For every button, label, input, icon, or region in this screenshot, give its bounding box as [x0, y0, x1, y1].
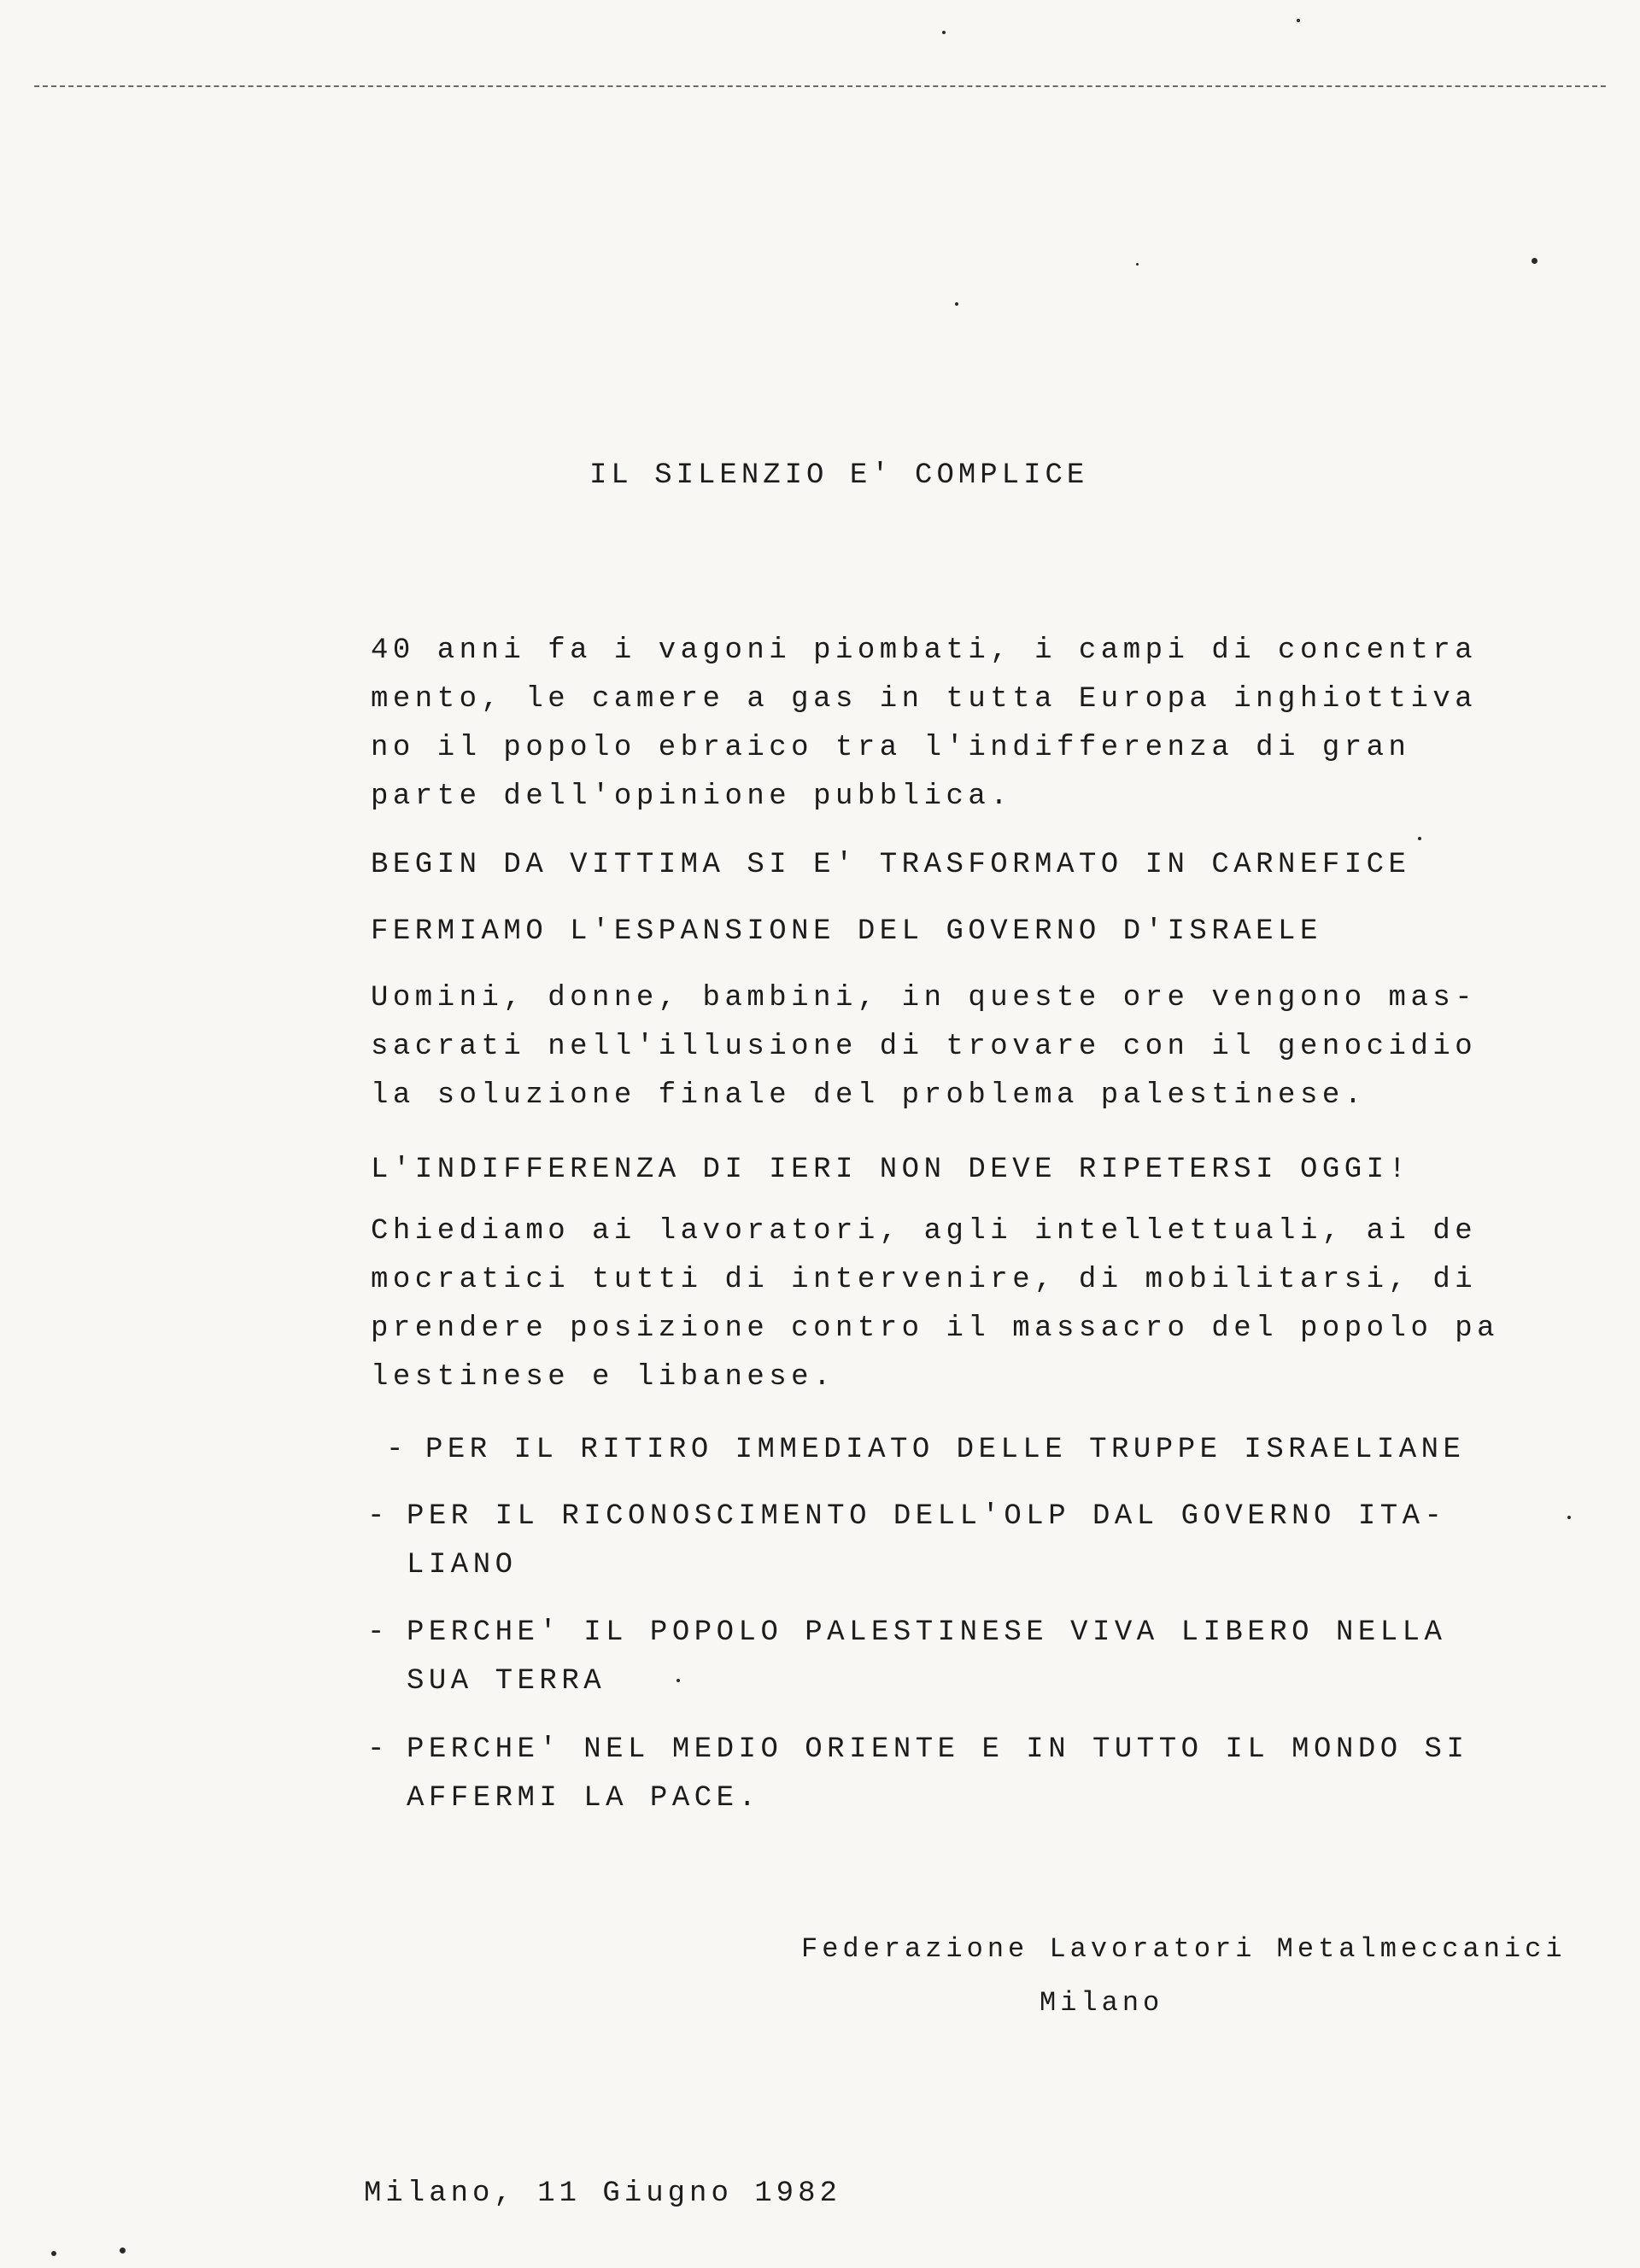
line-indifferenza [371, 1146, 1410, 1195]
bullet-text [407, 1726, 1468, 1823]
paper-speck [120, 2248, 126, 2253]
text-line: FERMIAMO L'ESPANSIONE DEL GOVERNO D'ISRAELE [371, 915, 1322, 948]
text-line: L'INDIFFERENZA DI IERI NON DEVE RIPETERSI OGGI! [371, 1154, 1411, 1186]
top-dashed-rule [34, 85, 1606, 87]
text-line: mocratici tutti di intervenire, di mobilitarsi, di [371, 1264, 1478, 1296]
document-date: Milano, 11 Giugno 1982 [364, 2177, 841, 2210]
paper-speck [1567, 1516, 1571, 1519]
bullet-line: PERCHE' IL POPOLO PALESTINESE VIVA LIBERO NELLA [407, 1616, 1447, 1649]
text-line: Chiediamo ai lavoratori, agli intellettuali, ai de [371, 1215, 1478, 1248]
paper-speck [51, 2251, 56, 2256]
bullet-line: SUA TERRA [407, 1665, 606, 1698]
document-title: IL SILENZIO E' COMPLICE [589, 459, 1089, 492]
text-line: BEGIN DA VITTIMA SI E' TRASFORMATO IN CARNEFICE [371, 849, 1411, 881]
bullet-text [425, 1426, 1465, 1475]
paper-speck [1532, 258, 1538, 264]
bullet-text [407, 1493, 1446, 1590]
paper-speck [1418, 837, 1421, 840]
text-line: prendere posizione contro il massacro del popolo pa [371, 1312, 1500, 1345]
bullet-line: PERCHE' NEL MEDIO ORIENTE E IN TUTTO IL MONDO SI [407, 1733, 1469, 1766]
bullet-line: LIANO [407, 1549, 518, 1581]
bullet-line: PER IL RITIRO IMMEDIATO DELLE TRUPPE ISRAELIANE [425, 1434, 1466, 1466]
paragraph-massacre [371, 974, 1477, 1120]
bullet-dash: - [367, 1500, 390, 1533]
text-line: Uomini, donne, bambini, in queste ore vengono mas- [371, 982, 1478, 1014]
text-line: sacrati nell'illusione di trovare con il genocidio [371, 1031, 1478, 1063]
signature-organization: Federazione Lavoratori Metalmeccanici [801, 1933, 1567, 1965]
text-line: lestinese e libanese. [371, 1361, 835, 1394]
text-line: no il popolo ebraico tra l'indifferenza di gran [371, 732, 1411, 764]
line-begin [371, 841, 1410, 890]
paper-speck [1136, 263, 1139, 266]
paper-speck [1297, 19, 1300, 22]
signature-city: Milano [1040, 1987, 1164, 2019]
text-line: 40 anni fa i vagoni piombati, i campi di concentra [371, 634, 1478, 667]
paragraph-appeal [371, 1207, 1499, 1402]
paragraph-history [371, 627, 1477, 821]
bullet-line: AFFERMI LA PACE. [407, 1782, 761, 1815]
bullet-dash: - [367, 1733, 390, 1766]
bullet-dash: - [386, 1434, 408, 1466]
bullet-dash: - [367, 1616, 390, 1649]
line-fermiamo [371, 908, 1322, 956]
text-line: parte dell'opinione pubblica. [371, 780, 1013, 813]
bullet-text [407, 1609, 1446, 1706]
text-line: mento, le camere a gas in tutta Europa inghiottiva [371, 683, 1478, 716]
paper-speck [955, 302, 958, 306]
paper-speck [942, 31, 946, 34]
text-line: la soluzione finale del problema palestinese. [371, 1079, 1367, 1112]
bullet-line: PER IL RICONOSCIMENTO DELL'OLP DAL GOVERNO ITA- [407, 1500, 1447, 1533]
